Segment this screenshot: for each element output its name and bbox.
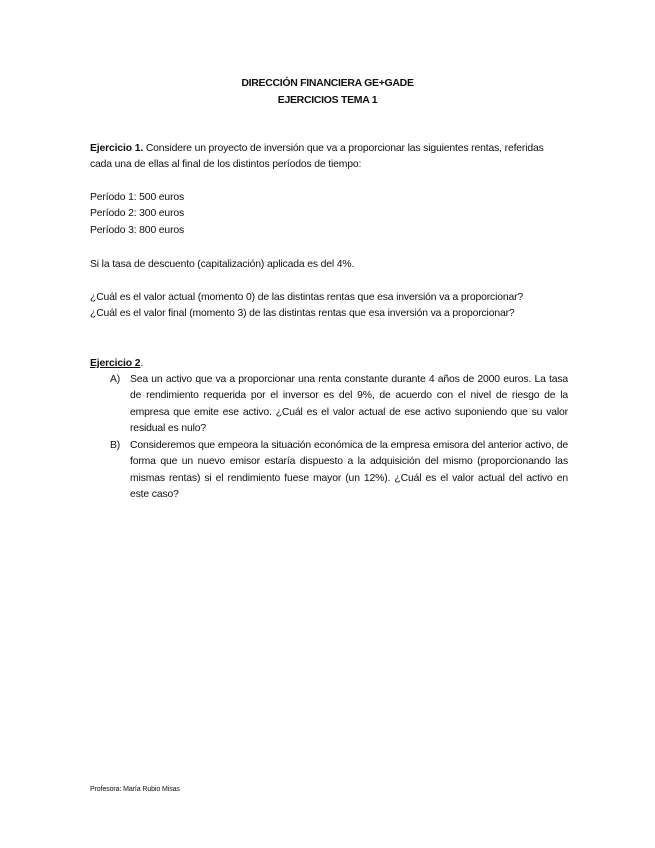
question-present-value: ¿Cuál es el valor actual (momento 0) de las distintas rentas que esa inversión va a proporcionar?: [90, 292, 524, 303]
discount-rate-text: Si la tasa de descuento (capitalización) aplicada es del 4%.: [90, 259, 355, 270]
document-subtitle: EJERCICIOS TEMA 1: [277, 94, 378, 106]
exercise-2-label: Ejercicio 2: [90, 358, 141, 369]
period-item: Período 3: 800 euros: [90, 224, 185, 236]
exercise-2-heading: [90, 356, 568, 372]
exercise-2-item-b: [90, 438, 568, 504]
period-item: Período 2: 300 euros: [90, 208, 185, 220]
document-title: DIRECCIÓN FINANCIERA GE+GADE: [241, 77, 414, 89]
footer-author: Profesora: María Rubio Misas: [90, 786, 180, 793]
exercise-1-questions: [90, 290, 580, 323]
item-text: Consideremos que empeora la situación económica de la empresa emisora del anterior activo, de forma que un nuevo emisor estaría dispuesto a la adquisición del mismo (proporcionando las mismas rentas) si el rendimiento fuese mayor (un 12%). ¿Cuál es el valor actual del activo en este caso?: [130, 440, 568, 501]
period-list: [90, 190, 568, 239]
exercise-1-label: Ejercicio 1.: [90, 143, 144, 154]
period-item: Período 1: 500 euros: [90, 192, 185, 203]
exercise-2-item-a: [90, 372, 568, 438]
question-final-value: ¿Cuál es el valor final (momento 3) de las distintas rentas que esa inversión va a proporcionar?: [90, 308, 515, 320]
exercise-2-label-suffix: .: [140, 358, 144, 369]
item-text: Sea un activo que va a proporcionar una renta constante durante 4 años de 2000 euros. La tasa de rendimiento requerida por el inversor es del 9%, de acuerdo con el nivel de riesgo de la empresa que emite ese activo. ¿Cuál es el valor actual de ese activo suponiendo que su valor residual es nulo?: [130, 374, 568, 435]
exercise-1-intro: [90, 141, 568, 174]
item-marker: B): [110, 440, 121, 451]
item-marker: A): [110, 374, 121, 385]
exercise-1-intro-text: Considere un proyecto de inversión que va a proporcionar las siguientes rentas, referidas cada una de ellas al final de los distintos períodos de tiempo:: [90, 143, 544, 171]
